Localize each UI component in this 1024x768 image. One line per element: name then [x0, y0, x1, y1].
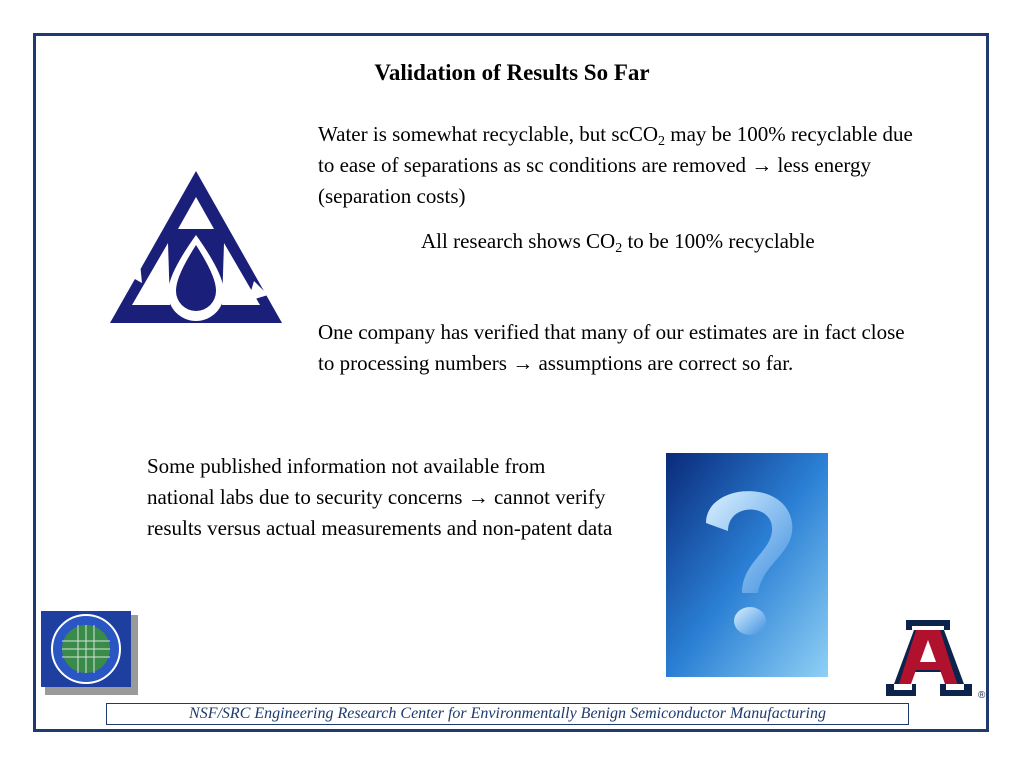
- p1-text: Water is somewhat recyclable, but scCO: [318, 122, 659, 146]
- p2-text-rest: to be 100% recyclable: [622, 229, 815, 253]
- erc-seal-icon: [41, 611, 138, 695]
- paragraph-co2-recyclable: [421, 226, 921, 257]
- slide-title: Validation of Results So Far: [374, 60, 650, 85]
- p2-text: All research shows CO: [421, 229, 616, 253]
- p2-subscript: 2: [615, 241, 623, 256]
- paragraph-company-verified: One company has verified that many of our estimates are in fact close to processing numbers → assumptions are correct so far.: [318, 320, 905, 375]
- paragraph-recyclability: [318, 119, 918, 212]
- p1-text-rest: may be 100% recyclable due to ease of separations as sc conditions are removed → less energy (separation costs): [318, 122, 913, 208]
- registered-mark: ®: [978, 690, 986, 701]
- question-mark-icon: [666, 453, 828, 677]
- university-of-arizona-logo: [884, 616, 986, 702]
- footer-banner: NSF/SRC Engineering Research Center for Environmentally Benign Semiconductor Manufacturing: [106, 703, 909, 725]
- p1-subscript: 2: [658, 134, 666, 149]
- recycle-water-drop-icon: [104, 163, 288, 343]
- paragraph-security-concerns: Some published information not available from national labs due to security concerns → cannot verify results versus actual measurements and non-patent data: [147, 454, 613, 540]
